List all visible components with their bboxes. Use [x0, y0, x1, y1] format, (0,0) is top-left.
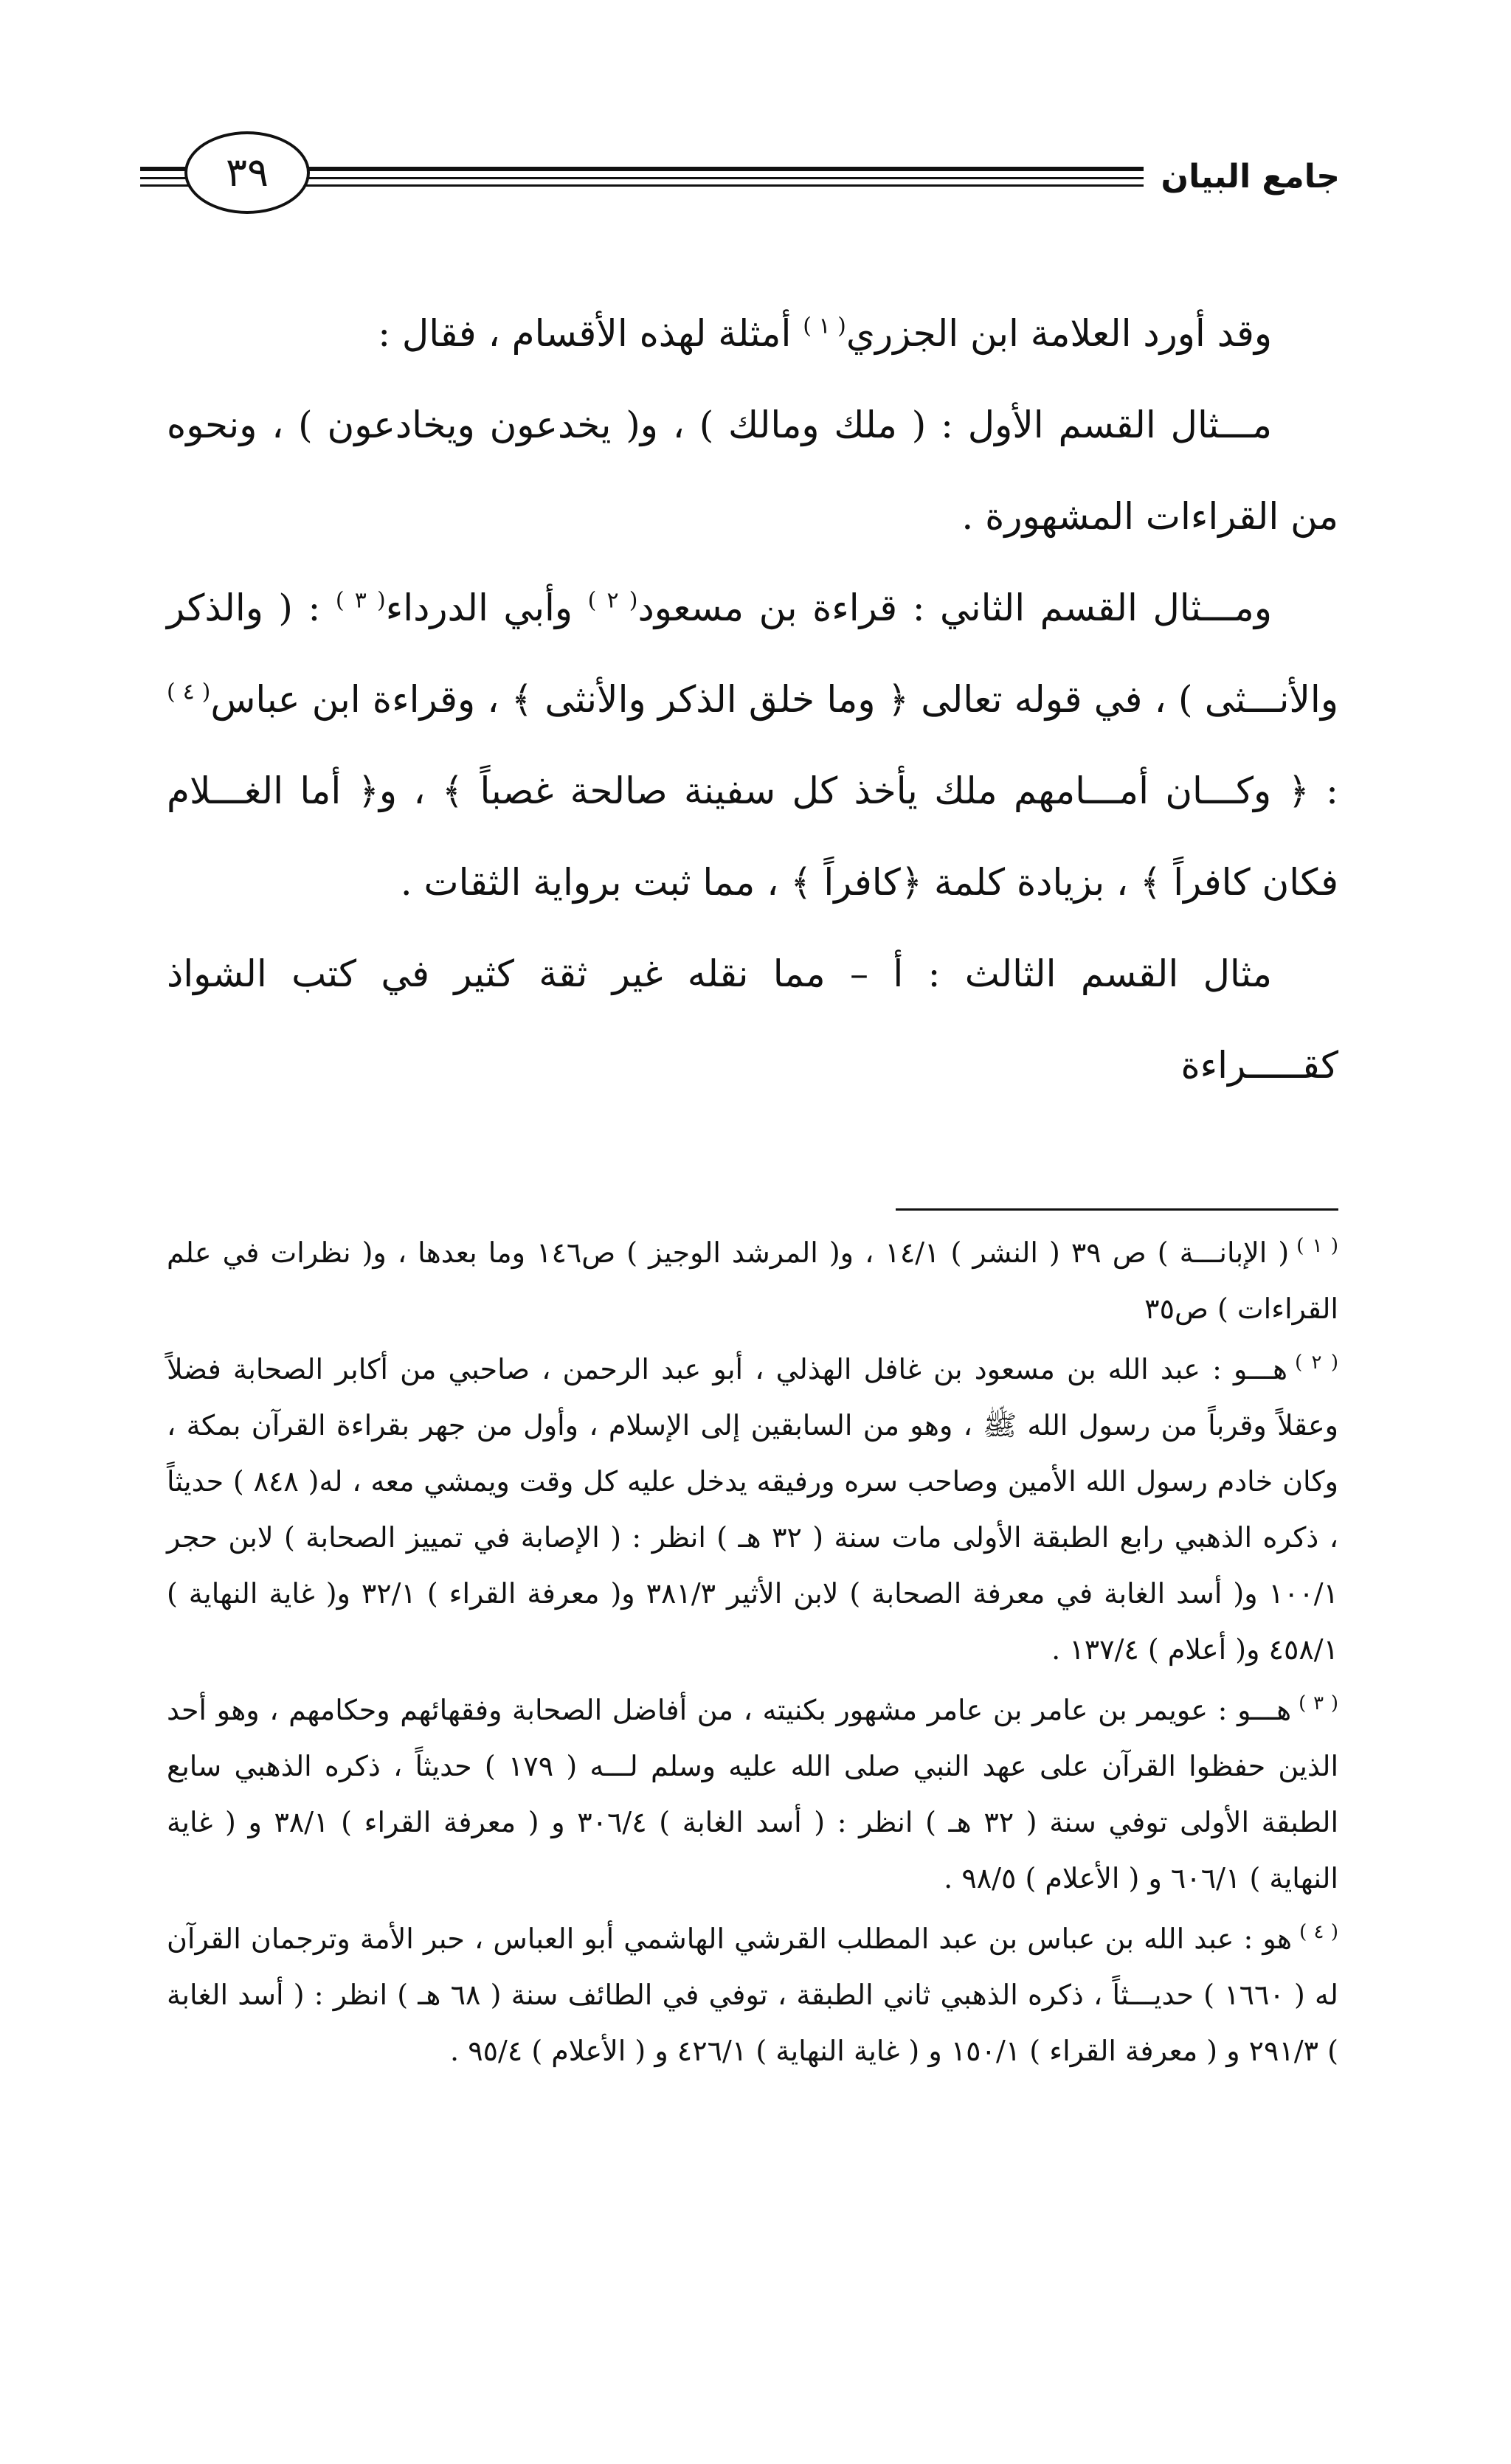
footnote-3: [167, 1682, 1338, 1906]
page-number-oval: [184, 131, 310, 214]
footnote-1: [167, 1225, 1338, 1337]
main-text: [167, 288, 1338, 1111]
footnote-number: ( ٤ ): [1299, 1921, 1338, 1944]
paragraph-4: [167, 928, 1338, 1111]
footnotes-section: [167, 1225, 1338, 2083]
footnote-separator: [896, 1208, 1338, 1211]
footnote-2: [167, 1341, 1338, 1678]
page-header: [140, 131, 1340, 220]
footnote-text: هـــو : عويمر بن عامر بن عامر مشهور بكنيته ، من أفاضل الصحابة وفقهائهم وحكامهم ، وهو أحد الذين حفظوا القرآن على عهد النبي صلى الله عليه وسلم لـــه ( ١٧٩ ) حديثاً ، ذكره الذهبي سابع الطبقة الأولى توفي سنة ( ٣٢ هـ ) انظر : ( أسد الغابة ) ٣٠٦/٤ و ( معرفة القراء ) ٣٨/١ و ( غاية النهاية ) ٦٠٦/١ و ( الأعلام ) ٩٨/٥ .: [167, 1694, 1339, 1894]
footnote-number: ( ٢ ): [1295, 1352, 1338, 1374]
footnote-text: ( الإبانـــة ) ص ٣٩ ( النشر ) ١٤/١ ، و( المرشد الوجيز ) ص١٤٦ وما بعدها ، و( نظرات في علم القراءات ) ص٣٥: [167, 1236, 1338, 1325]
text-segment: وقد أورد العلامة ابن الجزري: [846, 312, 1272, 355]
footnote-number: ( ٣ ): [1299, 1692, 1338, 1715]
footnote-4: [167, 1911, 1338, 2079]
text-segment: ومـــثال القسم الثاني : قراءة بن مسعود: [637, 586, 1272, 629]
footnote-number: ( ١ ): [1296, 1235, 1338, 1258]
footnote-ref-2: ( ٢ ): [587, 587, 638, 614]
text-segment: : ﴿ وكـــان أمـــامهم ملك يأخذ كل سفينة صالحة غصباً ﴾ ، و﴿ أما الغـــلام فكان كافراً ﴾ ، بزيادة كلمة ﴿كافراً ﴾ ، مما ثبت برواية الثقات .: [167, 769, 1338, 904]
text-segment: مثال القسم الثالث : أ – مما نقله غير ثقة كثير في كتب الشواذ كقـــــراءة: [167, 952, 1338, 1087]
footnote-text: هو : عبد الله بن عباس بن عبد المطلب القرشي الهاشمي أبو العباس ، حبر الأمة وترجمان القرآن له ( ١٦٦٠ ) حديـــثاً ، ذكره الذهبي ثاني الطبقة ، توفي في الطائف سنة ( ٦٨ هـ ) انظر : ( أسد الغابة ) ٢٩١/٣ و ( معرفة القراء ) ١٥٠/١ و ( غاية النهاية ) ٤٢٦/١ و ( الأعلام ) ٩٥/٤ .: [167, 1923, 1339, 2067]
paragraph-2: [167, 379, 1338, 562]
page-number: ٣٩: [226, 149, 269, 195]
footnote-text: هـــو : عبد الله بن مسعود بن غافل الهذلي ، أبو عبد الرحمن ، صاحبي من أكابر الصحابة فضلاً وعقلاً وقرباً من رسول الله ﷺ ، وهو من السابقين إلى الإسلام ، وأول من جهر بقراءة القرآن بمكة ، وكان خادم رسول الله الأمين وصاحب سره ورفيقه يدخل عليه كل وقت ويمشي معه ، له( ٨٤٨ ) حديثاً ، ذكره الذهبي رابع الطبقة الأولى مات سنة ( ٣٢ هـ ) انظر : ( الإصابة في تمييز الصحابة ) لابن حجر ١٠٠/١ و( أسد الغابة في معرفة الصحابة ) لابن الأثير ٣٨١/٣ و( معرفة القراء ) ٣٢/١ و( غاية النهاية ) ٤٥٨/١ و( أعلام ) ١٣٧/٤ .: [167, 1353, 1338, 1666]
paragraph-3: [167, 562, 1338, 928]
footnote-ref-3: ( ٣ ): [335, 587, 386, 614]
text-segment: : ( والذكر والأنـــثى ) ، في قوله تعالى ﴿ وما خلق الذكر والأنثى ﴾ ، وقراءة ابن عباس: [167, 586, 1338, 721]
book-title: جامع البيان: [1144, 148, 1350, 207]
paragraph-1: [167, 288, 1338, 379]
text-segment: مـــثال القسم الأول : ( ملك ومالك ) ، و( يخدعون ويخادعون ) ، ونحوه من القراءات المشهورة .: [167, 404, 1338, 538]
footnote-ref-4: ( ٤ ): [167, 679, 211, 705]
text-segment: أمثلة لهذه الأقسام ، فقال :: [378, 312, 803, 355]
text-segment: وأبي الدرداء: [385, 586, 588, 629]
footnote-ref-1: ( ١ ): [803, 313, 846, 339]
